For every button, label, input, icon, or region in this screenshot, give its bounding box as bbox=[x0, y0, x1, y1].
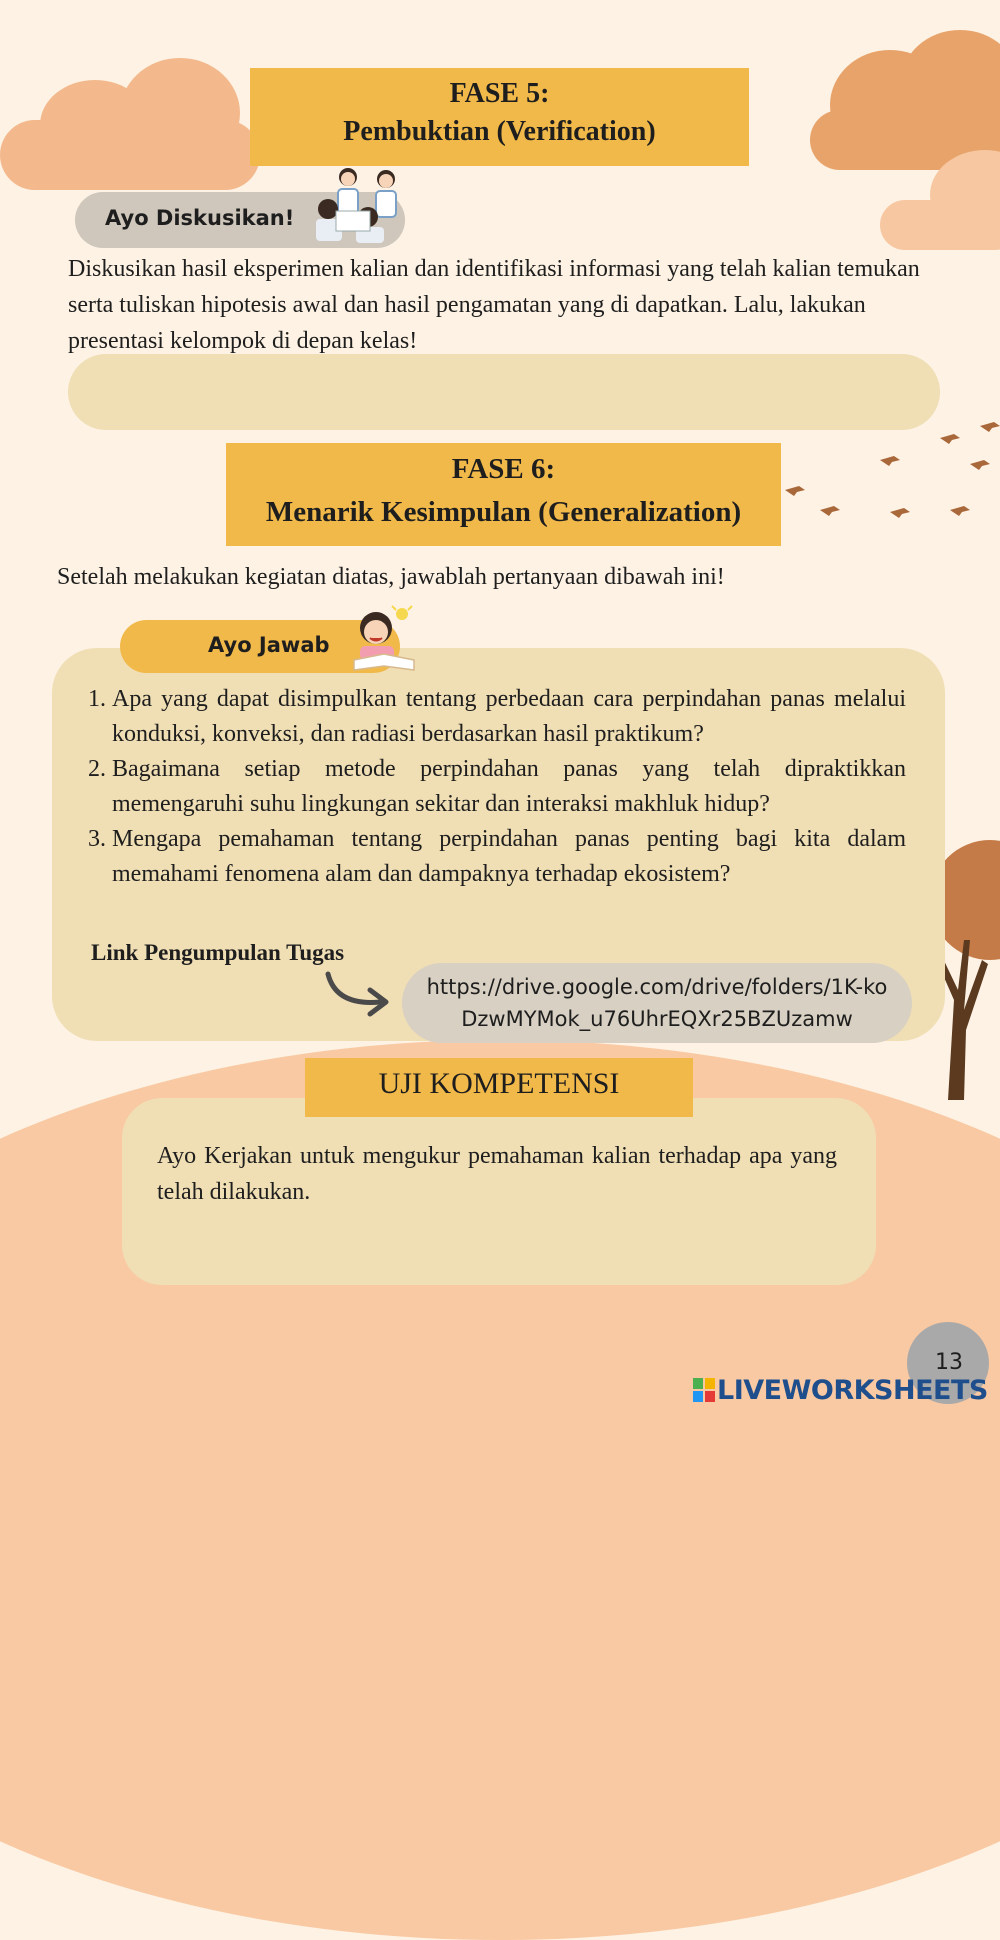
question-text: Mengapa pemahaman tentang perpindahan panas penting bagi kita dalam memahami fenomena alam dan dampaknya terhadap ekosistem? bbox=[112, 826, 906, 887]
list-item bbox=[88, 682, 906, 752]
question-number: 3. bbox=[88, 826, 106, 852]
page-number: 13 bbox=[935, 1350, 963, 1375]
child-reading-illustration bbox=[350, 604, 420, 674]
liveworksheets-wordmark: LIVEWORKSHEETS bbox=[717, 1374, 988, 1406]
instruction-text: Setelah melakukan kegiatan diatas, jawablah pertanyaan dibawah ini! bbox=[57, 564, 725, 590]
link-label: Link Pengumpulan Tugas bbox=[91, 940, 345, 965]
question-number: 2. bbox=[88, 756, 106, 782]
students-illustration bbox=[312, 165, 408, 245]
curved-arrow-icon bbox=[322, 970, 394, 1018]
discuss-text: Diskusikan hasil eksperimen kalian dan identifikasi informasi yang telah kalian temukan serta tuliskan hipotesis awal dan hasil pengamatan yang di dapatkan. Lalu, lakukan presentasi kelompok di depan kelas! bbox=[68, 256, 920, 354]
phase5-label: FASE 5: bbox=[449, 78, 550, 109]
question-number: 1. bbox=[88, 686, 106, 712]
phase6-title-box bbox=[226, 443, 781, 546]
list-item bbox=[88, 822, 906, 892]
discuss-answer-field[interactable] bbox=[68, 354, 940, 430]
submission-link[interactable] bbox=[402, 963, 912, 1043]
phase5-title: Pembuktian (Verification) bbox=[343, 116, 656, 147]
uji-text: Ayo Kerjakan untuk mengukur pemahaman kalian terhadap apa yang telah dilakukan. bbox=[157, 1143, 837, 1205]
uji-title-box bbox=[305, 1058, 693, 1117]
question-text: Bagaimana setiap metode perpindahan panas yang telah dipraktikkan memengaruhi suhu lingkungan sekitar dan interaksi makhluk hidup? bbox=[112, 756, 906, 817]
question-text: Apa yang dapat disimpulkan tentang perbedaan cara perpindahan panas melalui konduksi, konveksi, dan radiasi berdasarkan hasil praktikum? bbox=[112, 686, 906, 747]
submission-link-url[interactable]: https://drive.google.com/drive/folders/1K-koDzwMYMok_u76UhrEQXr25BZUzamw bbox=[426, 975, 888, 1031]
answer-badge-label: Ayo Jawab bbox=[208, 633, 330, 657]
question-list bbox=[88, 682, 906, 892]
phase6-title: Menarik Kesimpulan (Generalization) bbox=[265, 496, 742, 528]
list-item bbox=[88, 752, 906, 822]
birds-illustration bbox=[780, 420, 1000, 530]
liveworksheets-logo bbox=[693, 1375, 988, 1405]
phase6-label: FASE 6: bbox=[451, 453, 556, 485]
uji-title: UJI KOMPETENSI bbox=[378, 1067, 620, 1100]
liveworksheets-logo-icon bbox=[693, 1378, 715, 1402]
discuss-badge-label: Ayo Diskusikan! bbox=[105, 206, 295, 230]
phase5-title-box bbox=[250, 68, 749, 166]
